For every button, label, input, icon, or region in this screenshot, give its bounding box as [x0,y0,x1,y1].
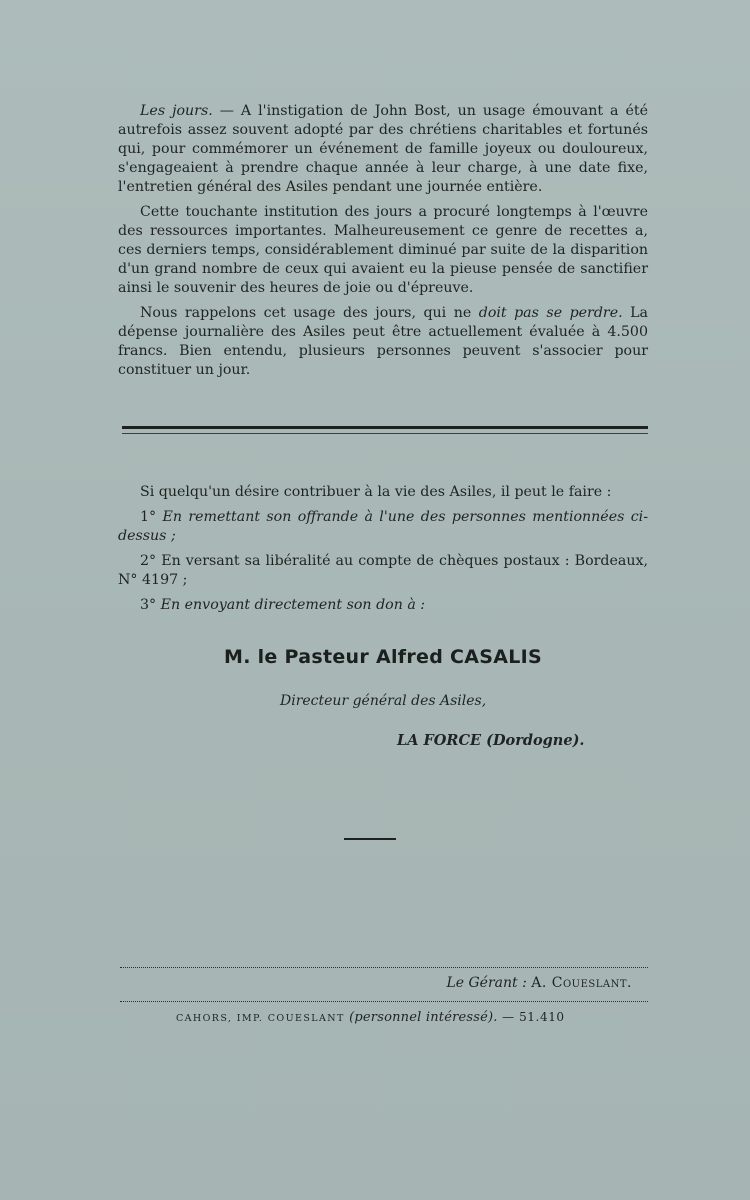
contribution-item-3 [118,596,648,615]
gerant-label: Le Gérant : [446,975,527,991]
item-number: 2° [140,553,157,569]
contribution-item-1 [118,508,648,546]
dotted-rule-bottom [120,1001,648,1002]
closing-dash [344,838,396,840]
section-jours [118,102,648,380]
separator-thin-rule [122,433,648,434]
dotted-rule-top [120,967,648,968]
item-text: En remettant son offrande à l'une des personnes mentionnées ci-dessus ; [118,509,648,544]
paragraph-institution: Cette touchante institution des jours a procuré longtemps à l'œuvre des ressources importantes. Malheureusement ce genre de recettes a, ces derniers temps, considérablement diminué par suite de la disparition d'un grand nombre de ceux qui avaient eu la pieuse pensée de sanctifier ainsi le souvenir des heures de joie ou d'épreuve. [118,204,648,296]
paragraph-text: La dépense journalière des Asiles peut être actuellement évaluée à 4.500 francs. Bien entendu, plusieurs personnes peuvent s'associer pour constituer un jour. [118,305,649,378]
recipient-name: M. le Pasteur Alfred CASALIS [223,646,543,668]
emphasis-text: doit pas se perdre. [478,305,623,321]
gerant-name: A. Coueslant. [531,975,632,991]
contribution-item-2 [118,552,648,590]
imprint-note: (personnel intéressé). [349,1010,498,1025]
imprint-number: — 51.410 [502,1010,565,1024]
section-contribution [118,483,648,615]
item-text: En versant sa libéralité au compte de chèques postaux : Bordeaux, N° 4197 ; [118,553,648,588]
item-number: 3° [140,597,157,613]
paragraph-rappel [118,304,648,380]
heading-les-jours: Les jours. [140,103,213,119]
item-number: 1° [140,509,157,525]
contribution-intro: Si quelqu'un désire contribuer à la vie des Asiles, il peut le faire : [140,484,612,500]
item-text: En envoyant directement son don à : [160,597,426,613]
separator-thick-rule [122,426,648,429]
gerant-line [446,975,632,991]
recipient-place: LA FORCE (Dordogne). [397,732,585,749]
paragraph-text: — A l'instigation de John Bost, un usage émouvant a été autrefois assez souvent adopté par des chrétiens charitables et fortunés qui, pour commémorer un événement de famille joyeux ou douloureux, s'engageaient à prendre chaque année à leur charge, à une date fixe, l'entretien général des Asiles pendant une journée entière. [118,103,649,195]
imprint-printer: CAHORS, IMP. COUESLANT [176,1013,345,1024]
paragraph-text: Nous rappelons cet usage des jours, qui ne [140,305,479,321]
recipient-title: Directeur général des Asiles, [280,693,487,709]
paragraph-jours-intro [118,102,648,197]
printer-imprint [176,1010,565,1025]
